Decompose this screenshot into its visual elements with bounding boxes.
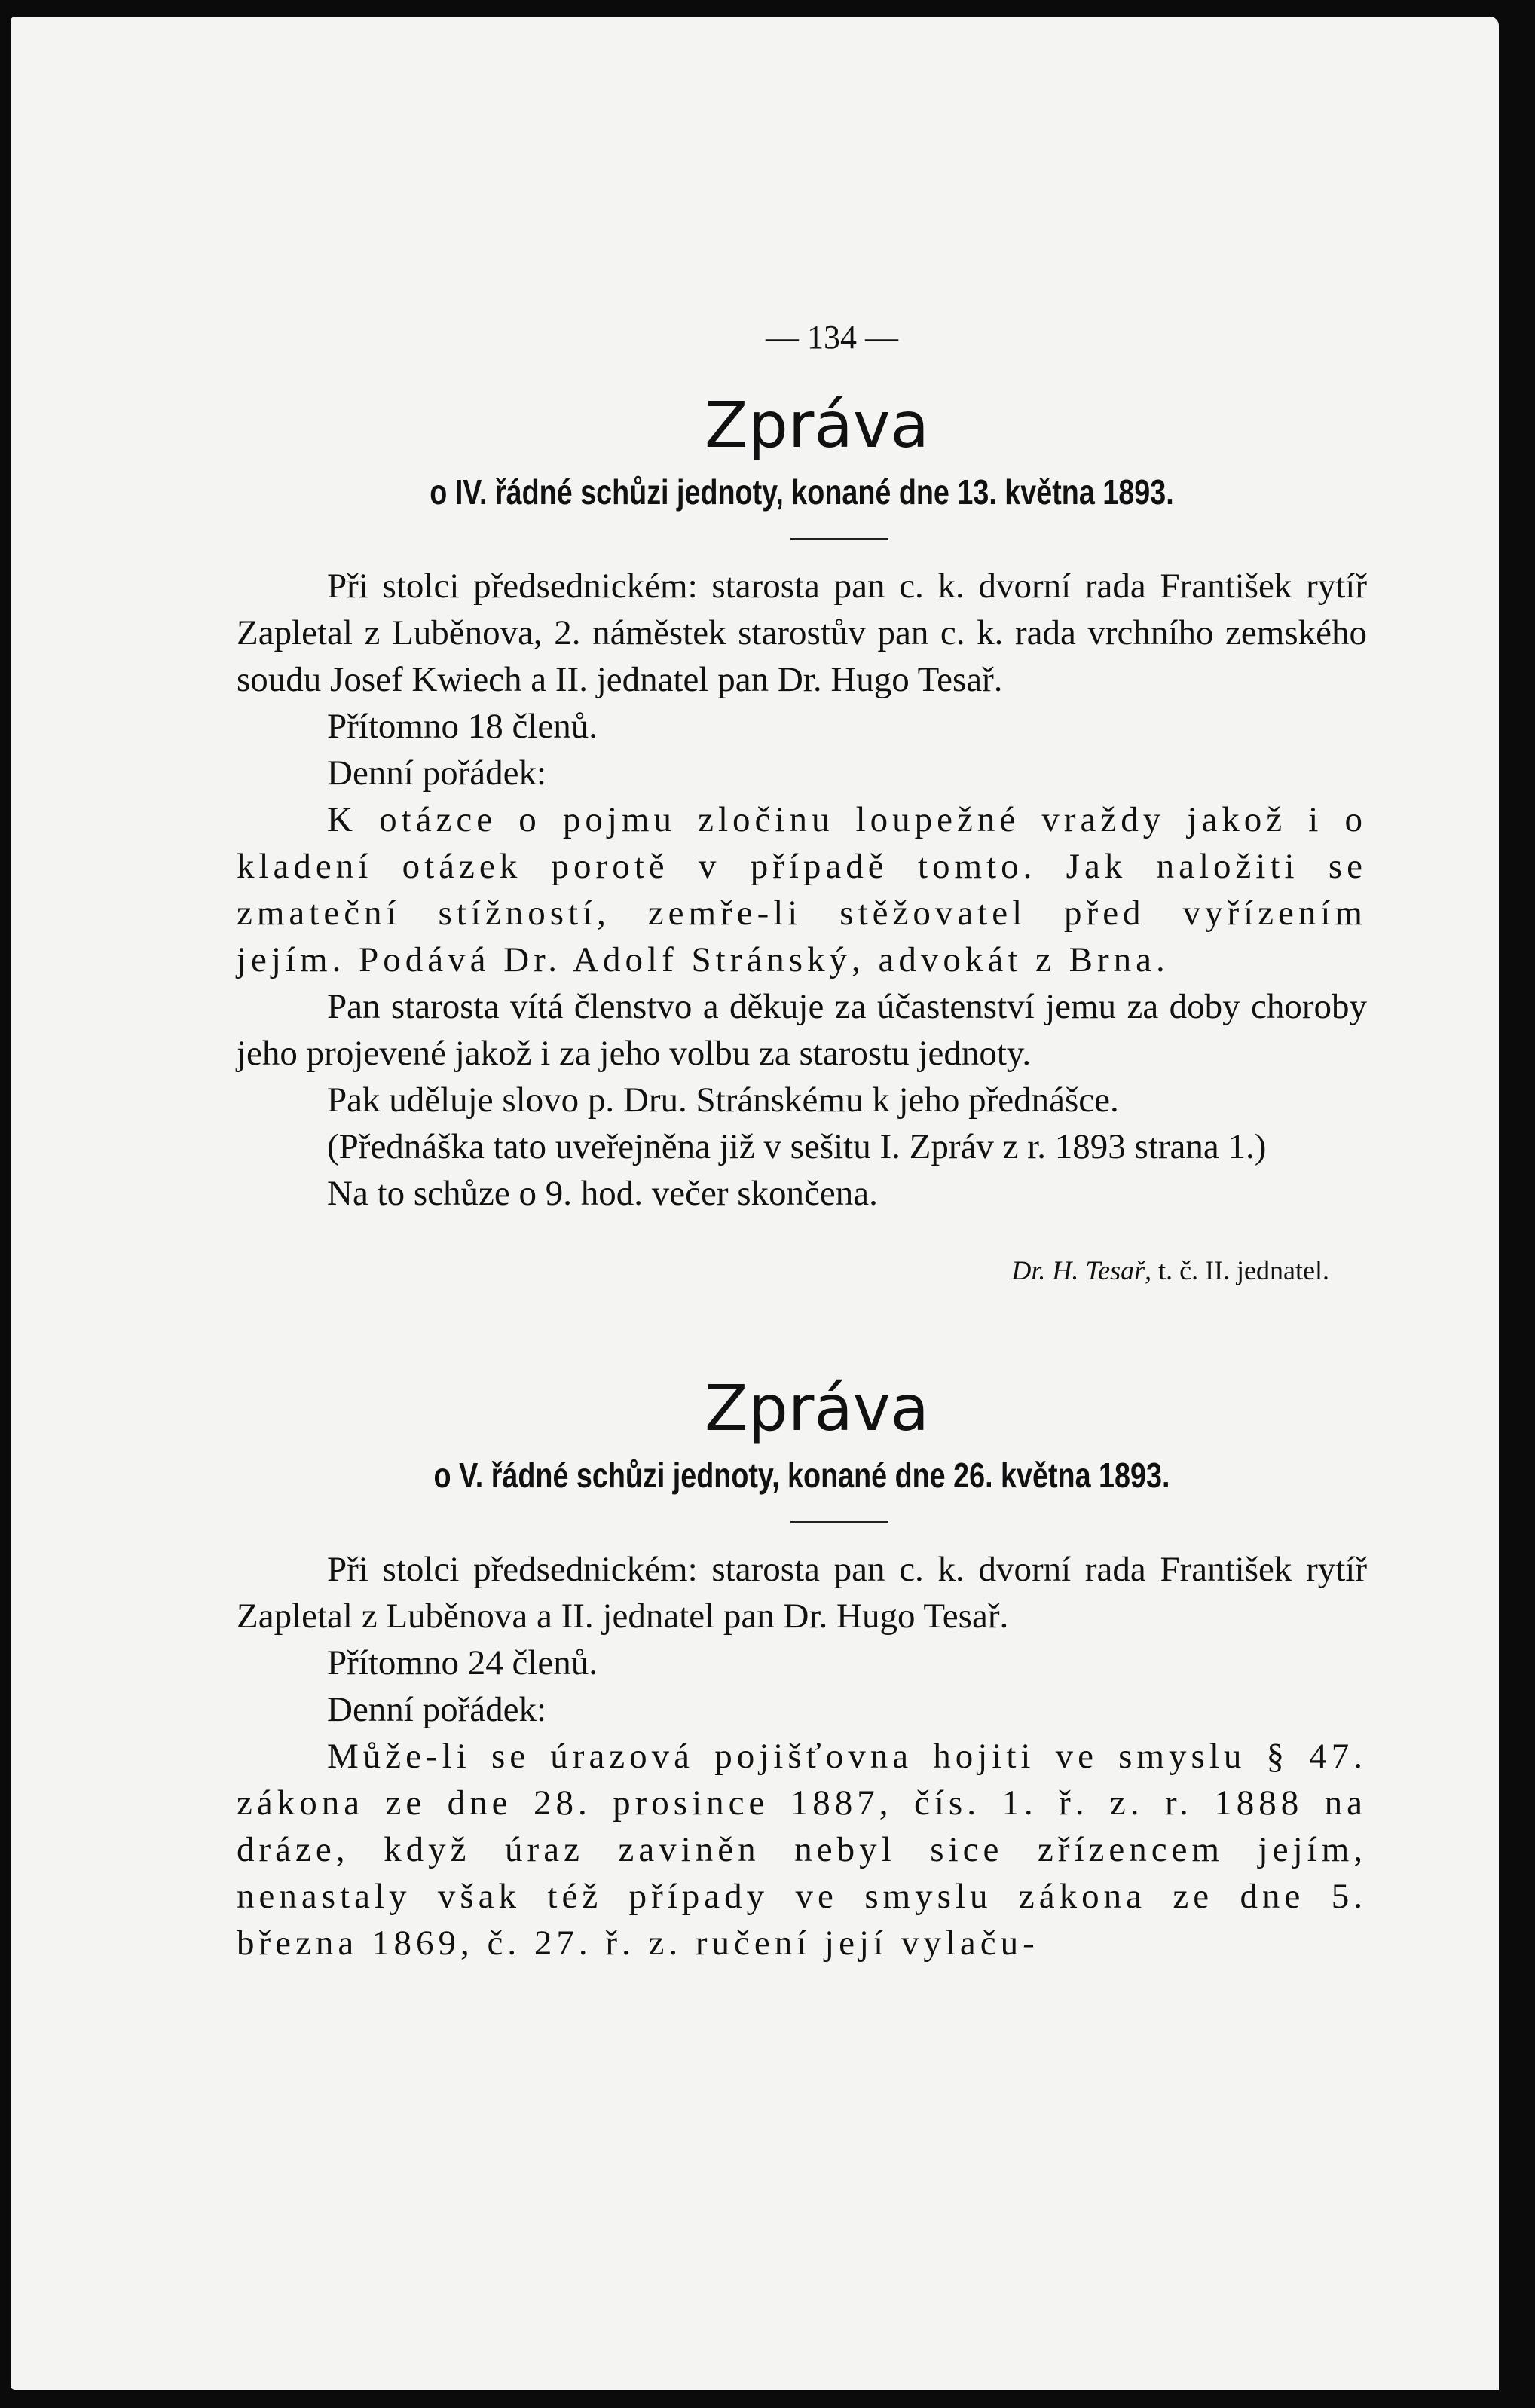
paragraph-agenda: K otázce o pojmu zločinu loupežné vraždy jakož i o kladení otázek porotě v případě tomto. Jak naložiti se zmateční stížností, zemře-li stěžovatel před vyřízením jejím. Podává Dr. Adolf Stránský, advokát z Brna.	[237, 800, 1367, 979]
signature-name: Dr. H. Tesař,	[1011, 1255, 1152, 1285]
report-section-1	[237, 388, 1367, 1286]
page-number: — 134 —	[766, 319, 898, 356]
paragraph-agenda-label: Denní pořádek:	[327, 1690, 547, 1729]
section-subtitle: o IV. řádné schůzi jednoty, konané dne 13. května 1893.	[430, 472, 1174, 512]
page-content	[237, 318, 1367, 1966]
divider	[790, 1521, 888, 1523]
paragraph-agenda-label: Denní pořádek:	[327, 753, 547, 793]
paragraph-attendance: Přítomno 24 členů.	[327, 1643, 598, 1682]
paragraph-agenda: Může-li se úrazová pojišťovna hojiti ve smyslu § 47. zákona ze dne 28. prosince 1887, čís. 1. ř. z. r. 1888 na dráze, když úraz zaviněn nebyl sice zřízencem jejím, nenastaly však též případy ve smyslu zákona ze dne 5. března 1869, č. 27. ř. z. ručení její vylaču-	[237, 1737, 1367, 1963]
paragraph-chair: Při stolci předsednickém: starosta pan c. k. dvorní rada František rytíř Zapletal z Luběnova a II. jednatel pan Dr. Hugo Tesař.	[237, 1550, 1367, 1636]
signature	[237, 1254, 1329, 1286]
paragraph-publication: (Přednáška tato uveřejněna již v sešitu I. Zpráv z r. 1893 strana 1.)	[327, 1127, 1267, 1166]
paragraph-floor: Pak uděluje slovo p. Dru. Stránskému k jeho přednášce.	[327, 1080, 1119, 1120]
report-section-2	[237, 1371, 1367, 1966]
signature-role: t. č. II. jednatel.	[1158, 1255, 1329, 1285]
paragraph-closing: Na to schůze o 9. hod. večer skončena.	[327, 1174, 878, 1213]
section-title: Zpráva	[704, 388, 930, 462]
paragraph-welcome: Pan starosta vítá členstvo a děkuje za účastenství jemu za doby choroby jeho projevené jakož i za jeho volbu za starostu jednoty.	[237, 987, 1367, 1073]
paragraph-attendance: Přítomno 18 členů.	[327, 707, 598, 746]
section-subtitle: o V. řádné schůzi jednoty, konané dne 26. května 1893.	[433, 1456, 1170, 1495]
divider	[790, 538, 888, 540]
document-page	[11, 17, 1499, 2390]
section-title: Zpráva	[704, 1371, 930, 1445]
paragraph-chair: Při stolci předsednickém: starosta pan c. k. dvorní rada František rytíř Zapletal z Luběnova, 2. náměstek starostův pan c. k. rada vrchního zemského soudu Josef Kwiech a II. jednatel pan Dr. Hugo Tesař.	[237, 567, 1367, 699]
